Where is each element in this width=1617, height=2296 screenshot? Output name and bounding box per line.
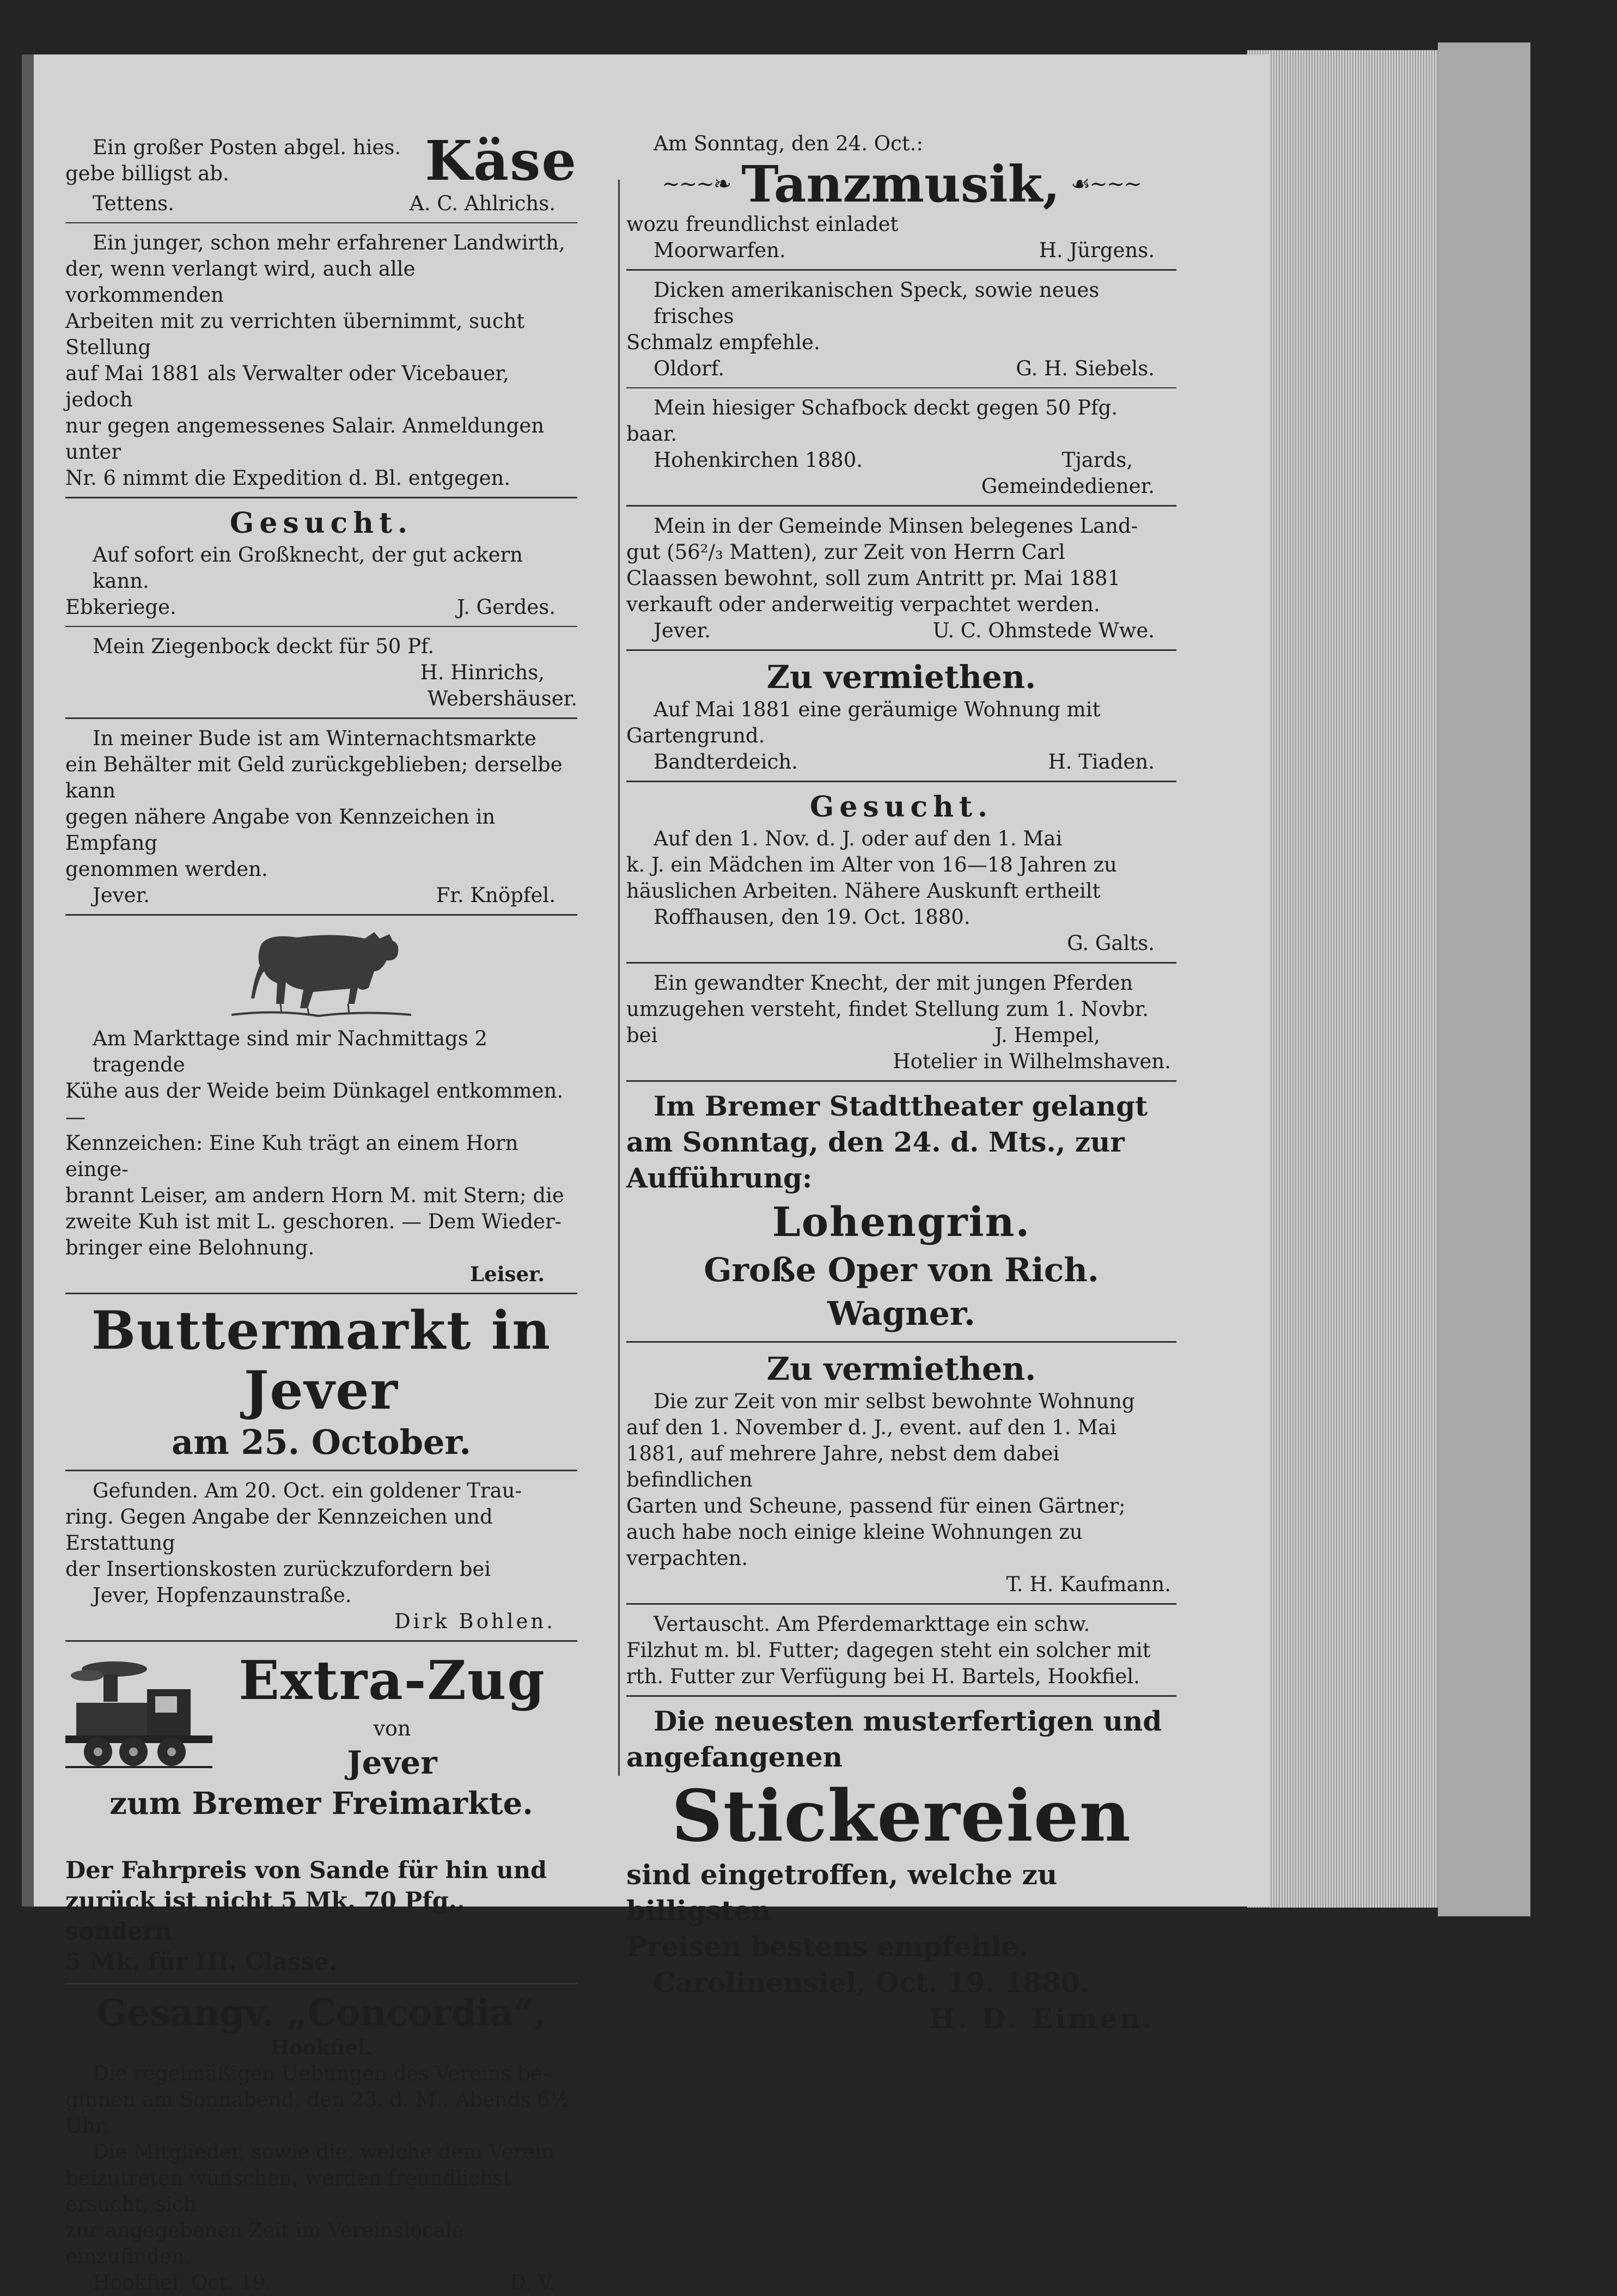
ad-extrazug <box>65 1648 577 1977</box>
ad-line: zurück ist nicht 5 Mk. 70 Pfg., sondern <box>65 1887 465 1945</box>
ad-place: Oldorf. <box>654 357 724 380</box>
ad-signature: Tjards, <box>1061 448 1133 472</box>
divider <box>626 649 1176 651</box>
ad-concordia <box>65 1991 577 2296</box>
ad-line: Kühe aus der Weide beim Dünkagel entkommen. — <box>65 1079 564 1129</box>
ad-stickereien <box>626 1703 1176 2037</box>
ad-subtitle: Große Oper von Rich. Wagner. <box>704 1251 1099 1333</box>
divider <box>65 1640 577 1642</box>
ad-signature: J. Gerdes. <box>457 595 556 619</box>
ad-line: genommen werden. <box>65 857 268 881</box>
ad-line: Vertauscht. Am Pferdemarkttage ein schw. <box>654 1612 1090 1636</box>
ad-line: verkauft oder anderweitig verpachtet werden. <box>626 593 1100 616</box>
ad-signature: H. Hinrichs, <box>420 661 545 684</box>
ad-signature: G. H. Siebels. <box>1016 357 1155 380</box>
ad-kaese <box>65 131 577 217</box>
ad-place: Jever. <box>654 619 711 642</box>
ad-place: Moorwarfen. <box>654 239 786 262</box>
ad-schafbock <box>626 395 1176 500</box>
ad-line: Jever, Hopfenzaunstraße. <box>93 1584 352 1607</box>
ad-line: baar. <box>626 422 678 446</box>
ad-bude <box>65 726 577 909</box>
ad-line: Mein in der Gemeinde Minsen belegenes Land- <box>654 514 1138 538</box>
ad-line: bringer eine Belohnung. <box>65 1236 315 1259</box>
ad-line: auf den 1. November d. J., event. auf den 1. Mai <box>626 1416 1116 1439</box>
ad-line: Gartengrund. <box>626 724 765 747</box>
ornament-icon: ☙∼∼∼ <box>1071 172 1141 197</box>
ad-title: Tanzmusik, <box>741 155 1060 214</box>
ad-title: Käse <box>425 129 577 193</box>
ad-line: Mein hiesiger Schafbock deckt gegen 50 Pfg. <box>654 396 1118 419</box>
ad-speck <box>626 277 1176 382</box>
ad-line: wozu freundlichst einladet <box>626 212 899 236</box>
ad-line: nur gegen angemessenes Salair. Anmeldungen unter <box>65 414 545 464</box>
ad-kuehe <box>65 922 577 1287</box>
ad-line: ring. Gegen Angabe der Kennzeichen und Erstattung <box>65 1505 493 1555</box>
ad-line: rth. Futter zur Verfügung bei H. Bartels, Hookfiel. <box>626 1665 1140 1688</box>
book-cover <box>1438 42 1530 1916</box>
ad-place: Tettens. <box>93 192 174 215</box>
ad-line: ginnen am Sonnabend, den 23. d. M., Abends 6½ Uhr. <box>65 2088 570 2137</box>
ad-line: Auf sofort ein Großknecht, der gut ackern kann. <box>93 543 523 593</box>
ad-subtitle: am 25. October. <box>172 1422 471 1462</box>
ad-knecht <box>626 970 1176 1075</box>
ad-signature: A. C. Ahlrichs. <box>410 192 556 215</box>
divider <box>65 1293 577 1294</box>
ad-line: In meiner Bude ist am Winternachtsmarkte <box>93 727 536 750</box>
ad-role: Gemeindediener. <box>981 474 1155 498</box>
ad-signature: T. H. Kaufmann. <box>1006 1573 1171 1596</box>
divider <box>65 626 577 627</box>
ad-line: Ein großer Posten abgel. hies. <box>93 136 401 159</box>
ad-title: Stickereien <box>671 1774 1132 1857</box>
right-column <box>626 131 1176 2037</box>
ad-subtitle: Hookfiel. <box>270 2036 373 2060</box>
ad-line: gegen nähere Angabe von Kennzeichen in Empfang <box>65 805 496 855</box>
ad-signature: H. Tiaden. <box>1048 750 1155 774</box>
divider <box>65 717 577 719</box>
ad-line: Garten und Scheune, passend für einen Gärtner; <box>626 1494 1126 1518</box>
ad-signature: J. Hempel, <box>994 1024 1100 1047</box>
ad-line: am Sonntag, den 24. d. Mts., zur <box>626 1126 1125 1158</box>
ad-line: Die Mitglieder, sowie die, welche dem Verein <box>93 2140 554 2164</box>
book-page-edges <box>1247 50 1503 1908</box>
cow-illustration <box>65 922 577 1026</box>
page-gutter <box>22 54 34 1907</box>
ad-line: Filzhut m. bl. Futter; dagegen steht ein solcher mit <box>626 1639 1151 1662</box>
ad-line: Roffhausen, den 19. Oct. 1880. <box>654 905 971 929</box>
ad-line: Carolinensiel, Oct. 19. 1880. <box>654 1966 1090 1999</box>
divider <box>626 1341 1176 1343</box>
ad-line: beizutreten wünschen, werden freundlichst ersucht, sich <box>65 2166 511 2216</box>
ad-line: der, wenn verlangt wird, auch alle vorkommenden <box>65 257 416 307</box>
cow-icon <box>231 922 411 1026</box>
left-column <box>65 131 577 2296</box>
ad-line: Kennzeichen: Eine Kuh trägt an einem Horn einge- <box>65 1131 518 1181</box>
ad-title: Lohengrin. <box>772 1199 1031 1246</box>
divider <box>65 222 577 223</box>
ad-line: auf Mai 1881 als Verwalter oder Vicebauer, jedoch <box>65 362 509 411</box>
ad-tanzmusik <box>626 131 1176 264</box>
ad-line: Dicken amerikanischen Speck, sowie neues frisches <box>654 278 1100 328</box>
ad-line: Am Sonntag, den 24. Oct.: <box>654 132 923 155</box>
ad-place: Ebkeriege. <box>65 595 176 619</box>
ad-vertauscht <box>626 1611 1176 1690</box>
ad-gefunden <box>65 1478 577 1635</box>
column-divider <box>618 180 620 1776</box>
ad-line: angefangenen <box>626 1741 843 1773</box>
ad-line: Die neuesten musterfertigen und <box>654 1705 1162 1737</box>
ad-line: Nr. 6 nimmt die Expedition d. Bl. entgegen. <box>65 466 511 490</box>
ad-line: Auf Mai 1881 eine geräumige Wohnung mit <box>654 698 1101 721</box>
ad-line: sind eingetroffen, welche zu billigsten <box>626 1859 1058 1927</box>
ad-signature: G. Galts. <box>1067 931 1155 955</box>
ad-role: Hotelier in Wilhelmshaven. <box>893 1050 1171 1073</box>
ad-vermiethen-wohnung <box>626 657 1176 775</box>
divider <box>626 781 1176 782</box>
ad-line: bei <box>626 1024 658 1047</box>
ad-title: Zu vermiethen. <box>766 1350 1036 1387</box>
ad-place: Bandterdeich. <box>654 750 798 774</box>
ad-place: Hookfiel, Oct. 19. <box>93 2271 272 2294</box>
ad-line: k. J. ein Mädchen im Alter von 16—18 Jahren zu <box>626 853 1117 876</box>
ad-place: Jever. <box>93 884 150 907</box>
ad-line: Im Bremer Stadttheater gelangt <box>654 1090 1148 1122</box>
ad-line: 1881, auf mehrere Jahre, nebst dem dabei befindlichen <box>626 1442 1060 1491</box>
ad-place: Hohenkirchen 1880. <box>654 448 863 472</box>
ad-title: Zu vermiethen. <box>766 659 1036 696</box>
ad-title: Gesucht. <box>229 507 413 540</box>
ad-line: Mein Ziegenbock deckt für 50 Pf. <box>93 635 435 658</box>
ad-vermiethen-garten <box>626 1349 1176 1598</box>
ad-line: Gefunden. Am 20. Oct. ein goldener Trau- <box>93 1479 522 1502</box>
ad-line: zum Bremer Freimarkte. <box>109 1786 533 1822</box>
ad-ziegenbock <box>65 634 577 712</box>
ad-line: Ein junger, schon mehr erfahrener Landwirth, <box>93 231 565 254</box>
ad-title: Gesangv. „Concordia“, <box>96 1992 547 2034</box>
ad-signature: H. Jürgens. <box>1039 239 1155 262</box>
divider <box>626 387 1176 388</box>
ad-signature: Leiser. <box>470 1262 545 1286</box>
ad-line: zweite Kuh ist mit L. geschoren. — Dem Wieder- <box>65 1210 562 1233</box>
ad-signature: Fr. Knöpfel. <box>436 884 556 907</box>
ad-line: Auf den 1. Nov. d. J. oder auf den 1. Mai <box>654 827 1063 850</box>
ad-line: umzugehen versteht, findet Stellung zum 1. Novbr. <box>626 997 1149 1021</box>
ad-title: Buttermarkt in Jever <box>91 1300 552 1421</box>
ad-line: brannt Leiser, am andern Horn M. mit Stern; die <box>65 1184 564 1207</box>
ad-line: 5 Mk. für III. Classe. <box>65 1948 338 1976</box>
ad-landgut <box>626 513 1176 644</box>
ad-line: Die zur Zeit von mir selbst bewohnte Wohnung <box>654 1390 1135 1413</box>
locomotive-icon <box>65 1659 212 1768</box>
ad-theater <box>626 1088 1176 1336</box>
ad-line: von <box>373 1716 411 1740</box>
ad-line: Am Markttage sind mir Nachmittags 2 tragende <box>93 1027 487 1076</box>
ad-line: der Insertionskosten zurückzufordern bei <box>65 1557 491 1581</box>
ad-place: Webershäuser. <box>427 687 577 710</box>
divider <box>626 1603 1176 1605</box>
ad-line: gut (56²/₃ Matten), zur Zeit von Herrn Carl <box>626 540 1065 564</box>
ad-line: Aufführung: <box>626 1162 813 1194</box>
newspaper-page <box>22 54 1269 2294</box>
ad-signature: U. C. Ohmstede Wwe. <box>932 619 1155 642</box>
ad-line: Ein gewandter Knecht, der mit jungen Pferden <box>654 971 1133 995</box>
divider <box>65 1470 577 1471</box>
ad-line: Preisen bestens empfehle. <box>626 1930 1028 1963</box>
divider <box>626 1080 1176 1082</box>
divider <box>626 505 1176 507</box>
ad-line: gebe billigst ab. <box>65 162 229 185</box>
ad-landwirth <box>65 230 577 491</box>
ad-signature: Dirk Bohlen. <box>394 1610 556 1633</box>
ad-line: Claassen bewohnt, soll zum Antritt pr. Mai 1881 <box>626 567 1121 590</box>
ad-line: Jever <box>347 1744 437 1781</box>
divider <box>65 914 577 916</box>
ad-line: Die regelmäßigen Uebungen des Vereins be- <box>93 2062 550 2085</box>
ad-signature: D. V. <box>510 2271 556 2294</box>
ad-signature: H. D. Eimen. <box>929 2002 1155 2035</box>
ad-gesucht-grossknecht <box>65 505 577 620</box>
divider <box>626 1695 1176 1697</box>
ad-gesucht-maedchen <box>626 789 1176 957</box>
divider <box>626 269 1176 271</box>
ad-buttermarkt <box>65 1301 577 1464</box>
ad-title: Gesucht. <box>809 790 993 824</box>
divider <box>65 497 577 498</box>
ad-line: Schmalz empfehle. <box>626 331 820 354</box>
ad-line: Arbeiten mit zu verrichten übernimmt, sucht Stellung <box>65 309 525 359</box>
ornament-icon: ∼∼∼❧ <box>662 172 731 197</box>
ad-line: häuslichen Arbeiten. Nähere Auskunft ertheilt <box>626 879 1101 903</box>
ad-line: auch habe noch einige kleine Wohnungen zu verpachten. <box>626 1520 1083 1570</box>
divider <box>65 1983 577 1984</box>
ad-line: ein Behälter mit Geld zurückgeblieben; derselbe kann <box>65 753 563 802</box>
divider <box>626 962 1176 964</box>
ad-title: Extra-Zug <box>239 1649 546 1712</box>
ad-line: Der Fahrpreis von Sande für hin und <box>65 1857 547 1884</box>
ad-line: zur angegebenen Zeit im Vereinslocale einzufinden. <box>65 2219 464 2268</box>
